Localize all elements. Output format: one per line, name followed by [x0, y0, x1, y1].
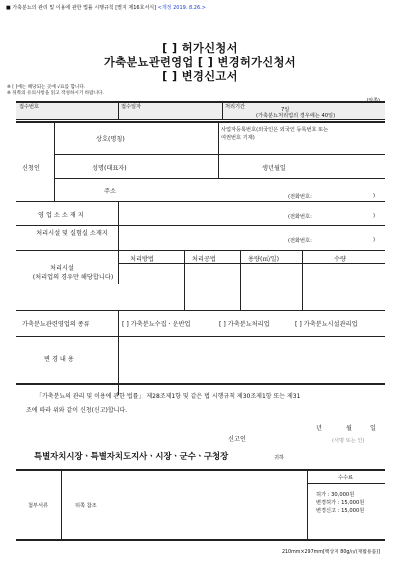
attachments-value: 뒤쪽 참조 [75, 503, 97, 509]
facility-phone-close: ) [373, 237, 376, 243]
form-header [6, 4, 206, 11]
note-checkbox: ※ [ ]에는 해당되는 곳에 √표를 합니다. [7, 85, 86, 90]
signature-note: (서명 또는 인) [332, 438, 365, 444]
facility-location-label: 처리시설 및 실험실 소재지 [36, 230, 108, 237]
date-month: 월 [346, 425, 352, 432]
declaration-line-1: 「가축분뇨의 관리 및 이용에 관한 법률」 제28조제1항 및 같은 법 시행규칙 제30조제1항 또는 제31 [36, 393, 301, 400]
header-bullet: ■ [6, 5, 11, 11]
facility-label: 처리시설 [50, 265, 74, 272]
business-location-label: 영 업 소 소 재 지 [38, 212, 84, 219]
option-collection-transport[interactable]: [ ] 가축분뇨수집ㆍ운반업 [122, 321, 191, 328]
revision-date: <개정 2019. 8.26.> [157, 5, 206, 11]
facility-sublabel: (처리업의 경우만 해당합니다) [32, 274, 114, 281]
fee-permit: 허가 : 30,000원 [316, 492, 355, 498]
applicant-phone-close: ) [373, 193, 376, 199]
birth-date-label: 생년월일 [262, 165, 286, 172]
option-facility-management[interactable]: [ ] 가축분뇨시설관리업 [295, 321, 358, 328]
receipt-number-label: 접수번호 [19, 104, 40, 110]
business-name-label: 상호(명칭) [96, 136, 125, 143]
recipient-suffix: 귀하 [274, 455, 285, 461]
column-quantity: 수량 [334, 256, 346, 263]
applicant-section-label: 신청인 [22, 165, 40, 172]
attachments-label: 첨부서류 [28, 503, 49, 509]
representative-label: 성명(대표자) [92, 165, 127, 172]
title-line-1: [ ] 허가신청서 [162, 42, 238, 55]
declaration-line-2: 조에 따라 위와 같이 신청(신고)합니다. [26, 407, 128, 414]
facility-phone-label: (전화번호: [288, 238, 312, 244]
fee-change-permit: 변경허가 : 15,000원 [316, 500, 365, 506]
title-line-2: 가축분뇨관련영업 [ ] 변경허가신청서 [103, 56, 297, 69]
column-process-technology: 처리공법 [192, 256, 216, 263]
column-process-method: 처리방법 [130, 256, 154, 263]
change-details-label: 변 경 내 용 [44, 356, 74, 363]
date-day: 일 [370, 425, 376, 432]
processing-period-note: (가축분뇨처리업의 경우에는 40일) [256, 113, 336, 119]
business-phone-close: ) [373, 213, 376, 219]
column-capacity: 용량(㎥/일) [248, 256, 280, 263]
processing-period-label: 처리기간 [225, 104, 246, 110]
recipient-name: 특별자치시장ㆍ특별자치도지사ㆍ시장ㆍ군수ㆍ구청장 [34, 451, 229, 461]
date-year: 년 [316, 425, 322, 432]
processing-period-value: 7일 [281, 107, 290, 113]
title-line-3: [ ] 변경신고서 [162, 70, 238, 83]
fee-label: 수수료 [338, 475, 354, 481]
law-reference: 가축분뇨의 관리 및 이용에 관한 법률 시행규칙 [별지 제16호서식] [12, 5, 157, 11]
address-label: 주소 [104, 188, 116, 195]
business-type-label: 가축분뇨관련영업의 종류 [22, 321, 90, 328]
paper-spec: 210mm×297mm[백상지 80g/㎡(재활용품)] [281, 550, 380, 555]
applicant-phone-label: (전화번호: [288, 194, 312, 200]
declarant-label: 신고인 [228, 436, 246, 443]
note-read-back: ※ 뒤쪽의 유의사항을 읽고 작성하시기 바랍니다. [7, 91, 104, 96]
fee-change-report: 변경신고 : 15,000원 [316, 508, 365, 514]
receipt-date-label: 접수일자 [121, 104, 142, 110]
business-phone-label: (전화번호: [288, 214, 312, 220]
option-processing[interactable]: [ ] 가축분뇨처리업 [219, 321, 270, 328]
registration-number-label: 사업자등록번호(외국인은 외국인 등록번호 또는 여권번호 기재) [221, 127, 329, 141]
